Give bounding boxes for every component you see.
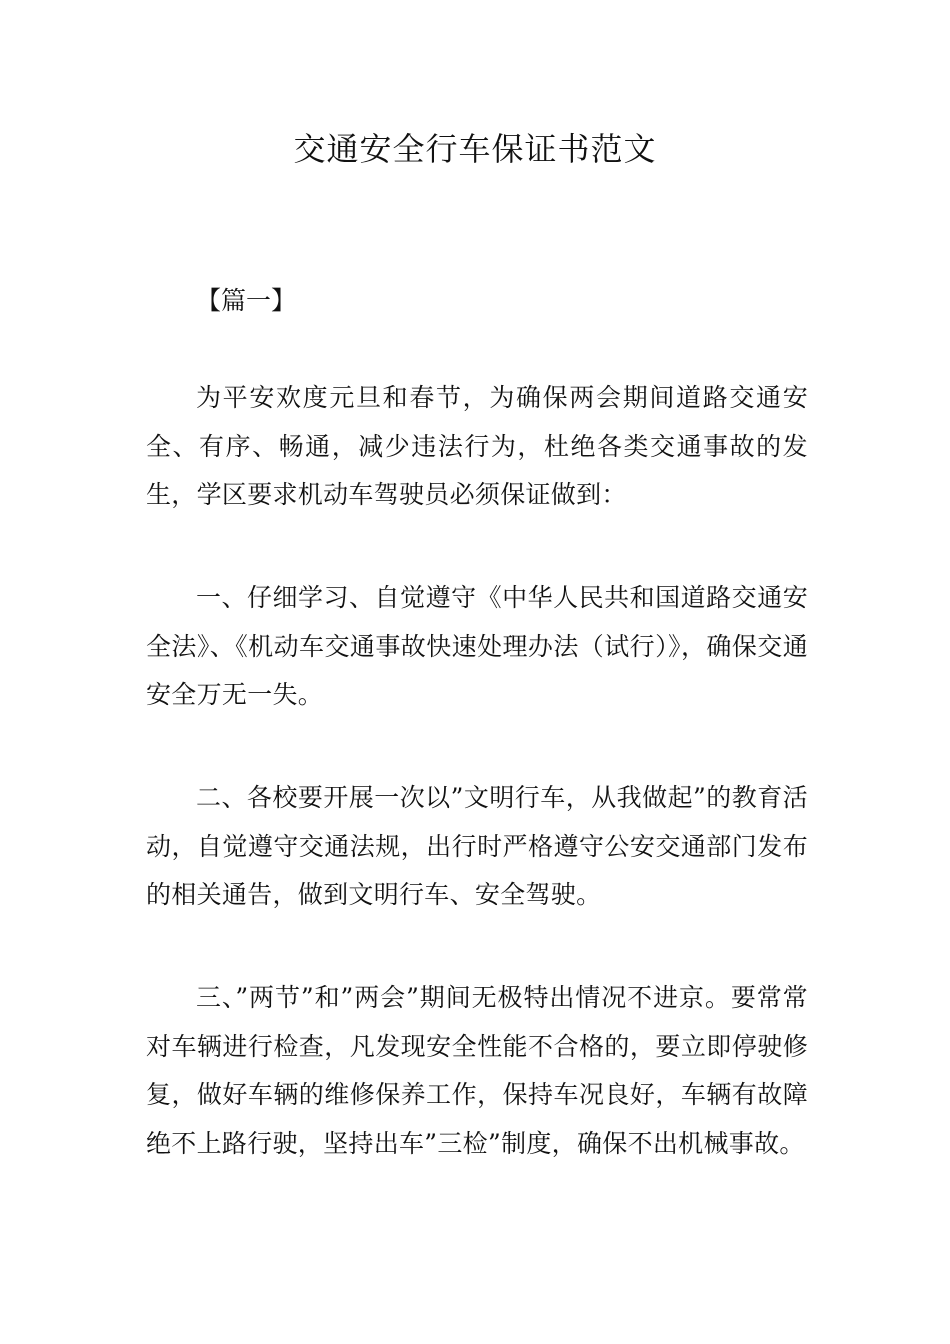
- paragraph-item-2: 二、各校要开展一次以”文明行车，从我做起”的教育活动，自觉遵守交通法规，出行时严格遵守公安交通部门发布的相关通告，做到文明行车、安全驾驶。: [146, 783, 808, 909]
- paragraph-item-1: 一、仔细学习、自觉遵守《中华人民共和国道路交通安全法》、《机动车交通事故快速处理办法（试行）》，确保交通安全万无一失。: [146, 583, 808, 709]
- paragraph-item-3: 三、”两节”和”两会”期间无极特出情况不进京。要常常对车辆进行检查，凡发现安全性能不合格的，要立即停驶修复，做好车辆的维修保养工作，保持车况良好，车辆有故障绝不上路行驶，坚持出车”三检”制度，确保不出机械事故。: [146, 983, 808, 1158]
- paragraph-intro: 为平安欢度元旦和春节，为确保两会期间道路交通安全、有序、畅通，减少违法行为，杜绝各类交通事故的发生，学区要求机动车驾驶员必须保证做到：: [146, 383, 808, 509]
- section-label: 【篇一】: [196, 286, 297, 315]
- page-title: 交通安全行车保证书范文: [293, 130, 657, 168]
